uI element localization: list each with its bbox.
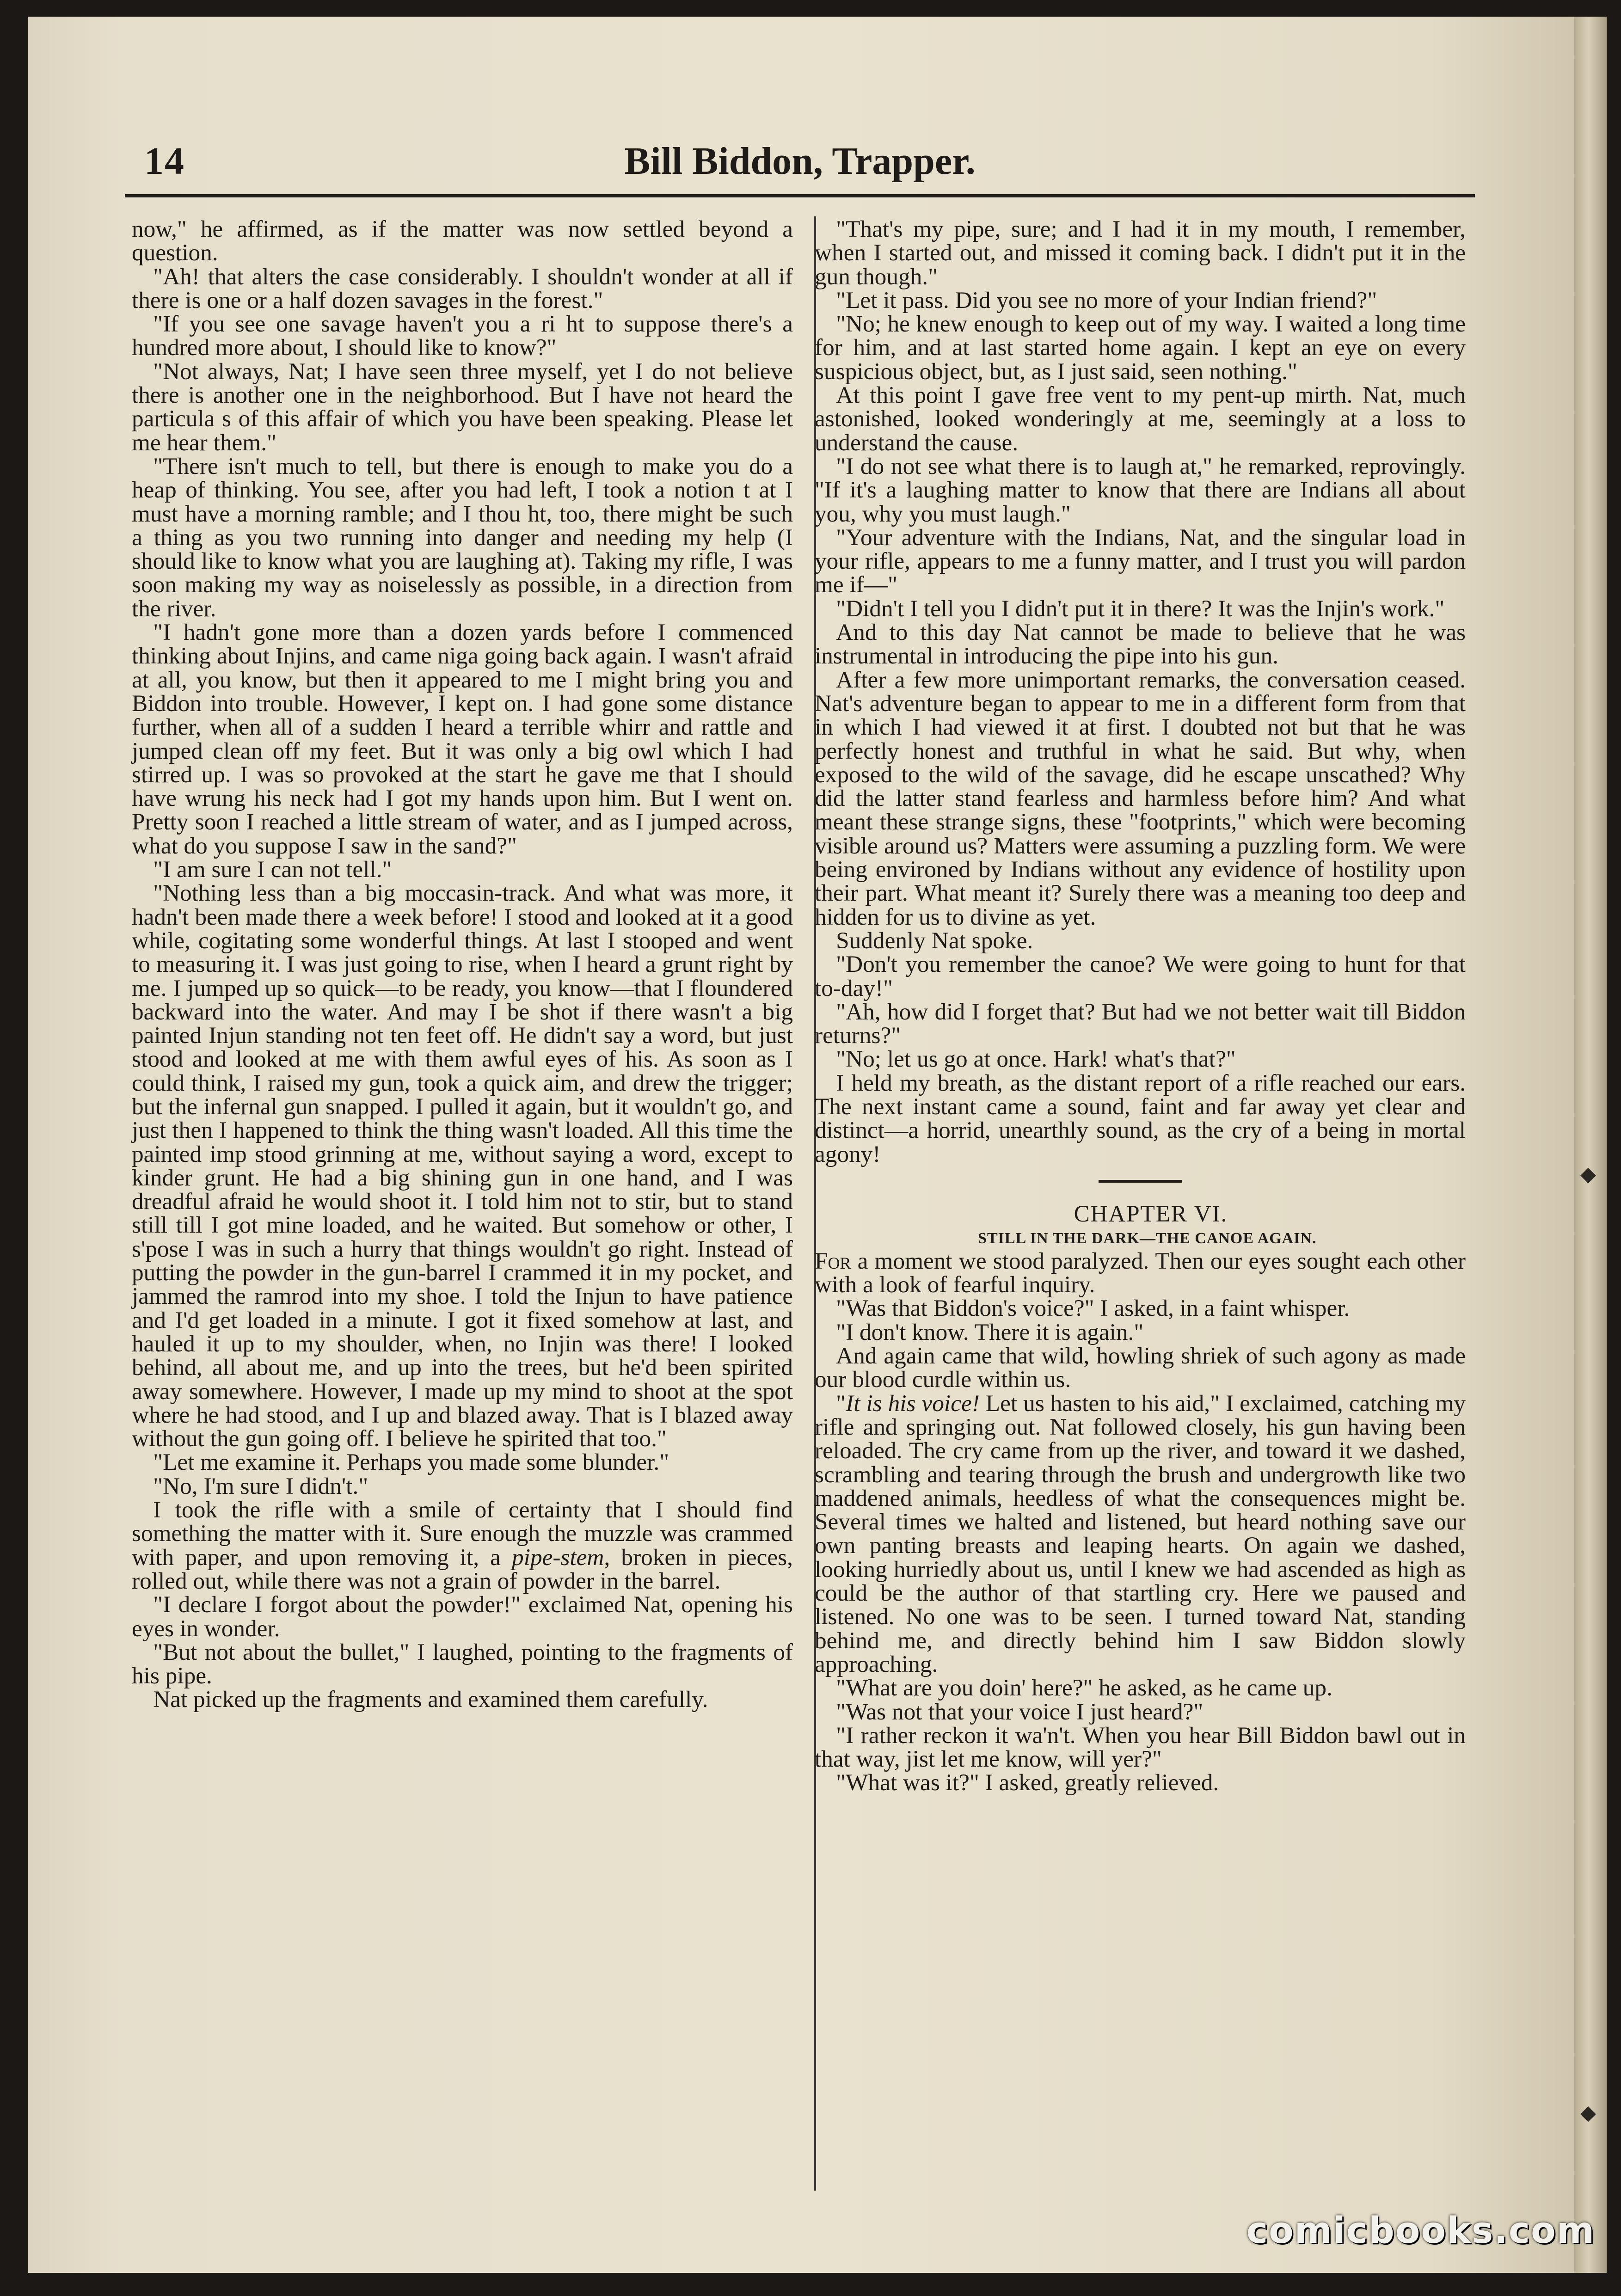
paragraph: And to this day Nat cannot be made to believe that he was instrumental in introducing the pipe into his gun. xyxy=(815,619,1466,669)
paragraph: "That's my pipe, sure; and I had it in my mouth, I remember, when I started out, and missed it coming back. I didn't put it in the gun though." xyxy=(815,216,1466,290)
lead-word: For xyxy=(815,1247,851,1274)
paragraph: "Ah, how did I forget that? But had we not better wait till Biddon returns?" xyxy=(815,998,1466,1049)
text-run: Let us hasten to his aid," I exclaimed, catching my rifle and springing out. Nat followed closely, his gun having been reloaded. The cry came from up the river, and toward it we dashed, scrambling and tearing through the brush and undergrowth like two maddened animals, heedless of what the consequences might be. Several times we halted and listened, but heard nothing save our own panting breasts and leaping hearts. On again we dashed, looking hurriedly about us, until I knew we had ascended as high as could be the author of that startling cry. Here we paused and listened. No one was to be seen. I turned toward Nat, standing behind me, and directly behind him I saw Biddon slowly approaching. xyxy=(815,1390,1466,1677)
section-rule xyxy=(1099,1180,1182,1183)
text-run: " xyxy=(836,1390,846,1417)
paragraph: "There isn't much to tell, but there is enough to make you do a heap of thinking. You see, after you had left, I took a notion t at I must have a morning ramble; and I thou ht, too, there might be such a thing as you two running into danger and needing my help (I should like to know what you are laughing at). Taking my rifle, I was soon making my way as noiselessly as possible, in a direction from the river. xyxy=(132,453,793,622)
paragraph: At this point I gave free vent to my pent-up mirth. Nat, much astonished, looked wonderingly at me, seemingly at a loss to understand the cause. xyxy=(815,382,1466,456)
paragraph xyxy=(132,1498,793,1593)
chapter-subtitle: STILL IN THE DARK—THE CANOE AGAIN. xyxy=(978,1229,1317,1247)
paragraph: "Not always, Nat; I have seen three myself, yet I do not believe there is another one in the neighborhood. But I have not heard the particula s of this affair of which you have been speaking. Please let me hear them." xyxy=(132,358,793,456)
paragraph: "What are you doin' here?" he asked, as he came up. xyxy=(836,1675,1332,1701)
paragraph: "I do not see what there is to laugh at," he remarked, reprovingly. "If it's a laughing matter to know that there are Indians all about you, why you must laugh." xyxy=(815,453,1466,527)
paragraph: I held my breath, as the distant report of a rifle reached our ears. The next instant came a sound, faint and far away yet clear and distinct—a horrid, unearthly sound, as the cry of a being in mortal agony! xyxy=(815,1069,1466,1167)
paragraph: "I don't know. There it is again." xyxy=(836,1319,1144,1345)
paragraph: "Nothing less than a big moccasin-track. And what was more, it hadn't been made there a week before! I stood and looked at it a good while, cogitating some wonderful things. At last I stooped and went to measuring it. I was just going to rise, when I heard a grunt right by me. I jumped up so quick—to be ready, you know—that I floundered backward into the water. And may I be shot if there wasn't a big painted Injun standing not ten feet off. He didn't say a word, but just stood and looked at me with them awful eyes of his. As soon as I could think, I raised my gun, took a quick aim, and drew the trigger; but the infernal gun snapped. I pulled it again, but it wouldn't go, and just then I happened to think the thing wasn't loaded. All this time the painted imp stood grinning at me, without saying a word, except to kinder grunt. He had a big shining gun in one hand, and I was dreadful afraid he would shoot it. I told him not to stir, but to stand still till I got mine loaded, and he waited. But somehow or other, I s'pose I was in such a hurry that things wouldn't go right. Instead of putting the powder in the gun-barrel I crammed it in my pocket, and jammed the ramrod into my shoe. I told the Injun to have patience and I'd get loaded in a minute. I got it fixed somehow at last, and hauled it up to my shoulder, when, no Injin was there! I looked behind, all about me, and up into the trees, but he'd been spirited away somewhere. However, I made up my mind to shoot at the spot where he had stood, and I up and blazed away. That is I blazed away without the gun going off. I believe he spirited that too." xyxy=(132,880,793,1452)
right-column xyxy=(815,217,1466,2187)
binding-staple-mark: ◆ xyxy=(1580,2101,1596,2124)
binding-staple-mark: ◆ xyxy=(1580,1163,1596,1185)
paragraph xyxy=(815,1249,1466,1297)
paragraph: "No, I'm sure I didn't." xyxy=(153,1473,368,1499)
paragraph: "What was it?" I asked, greatly relieved. xyxy=(836,1769,1219,1796)
paragraph: Suddenly Nat spoke. xyxy=(836,927,1033,954)
watermark-text: comicbooks.com xyxy=(1246,2210,1595,2252)
paragraph: "Was that Biddon's voice?" I asked, in a faint whisper. xyxy=(836,1295,1350,1322)
paragraph: "Let it pass. Did you see no more of your Indian friend?" xyxy=(836,287,1377,313)
paragraph xyxy=(815,1392,1466,1676)
text-run: I took the rifle with a smile of certainty that I should find something the matter with it. Sure enough the muzzle was crammed with paper, and upon removing it, a xyxy=(132,1497,793,1571)
italic-text: It is his voice! xyxy=(846,1390,980,1417)
paragraph: "Don't you remember the canoe? We were going to hunt for that to-day!" xyxy=(815,951,1466,1001)
italic-text: pipe-stem xyxy=(512,1544,604,1571)
paragraph: "Ah! that alters the case considerably. I shouldn't wonder at all if there is one or a half dozen savages in the forest." xyxy=(132,263,793,313)
paragraph: "I rather reckon it wa'n't. When you hear Bill Biddon bawl out in that way, jist let me know, will yer?" xyxy=(815,1722,1466,1773)
paragraph: "I declare I forgot about the powder!" exclaimed Nat, opening his eyes in wonder. xyxy=(132,1591,793,1642)
paragraph: "If you see one savage haven't you a ri ht to suppose there's a hundred more about, I should like to know?" xyxy=(132,311,793,361)
binding-gutter xyxy=(1574,17,1607,2273)
header-rule xyxy=(125,194,1475,197)
paragraph: "But not about the bullet," I laughed, pointing to the fragments of his pipe. xyxy=(132,1639,793,1689)
paragraph: "Didn't I tell you I didn't put it in there? It was the Injin's work." xyxy=(836,595,1445,622)
paragraph: After a few more unimportant remarks, the conversation ceased. Nat's adventure began to appear to me in a different form from that in which I had viewed it at first. I doubted not but that he was perfectly honest and truthful in what he said. But why, when exposed to the wild of the savage, did he escape unscathed? Why did the latter stand fearless and harmless before him? And what meant these strange signs, these "footprints," which were becoming visible around us? Matters were assuming a puzzling form. We were being environed by Indians without any evidence of hostility upon their part. What meant it? Surely there was a meaning too deep and hidden for us to divine as yet. xyxy=(815,666,1466,930)
paragraph: Nat picked up the fragments and examined them carefully. xyxy=(153,1686,708,1713)
paragraph: "Was not that your voice I just heard?" xyxy=(836,1698,1203,1725)
page-header xyxy=(134,139,1466,190)
text-run: , broken in pieces, rolled out, while there was not a grain of powder in the barrel. xyxy=(132,1544,793,1594)
paragraph: "Let me examine it. Perhaps you made some blunder." xyxy=(153,1449,669,1476)
paragraph: now," he affirmed, as if the matter was now settled beyond a question. xyxy=(132,216,793,266)
paragraph: And again came that wild, howling shriek of such agony as made our blood curdle within us. xyxy=(815,1343,1466,1393)
paragraph: "I am sure I can not tell." xyxy=(153,856,392,883)
page-number: 14 xyxy=(144,140,185,183)
running-title: Bill Biddon, Trapper. xyxy=(624,140,976,183)
paragraph: "Your adventure with the Indians, Nat, and the singular load in your rifle, appears to me a funny matter, and I trust you will pardon me if—" xyxy=(815,524,1466,598)
paragraph: "I hadn't gone more than a dozen yards before I commenced thinking about Injins, and came niga going back again. I wasn't afraid at all, you know, but then it appeared to me I might bring you and Biddon into trouble. However, I kept on. I had gone some distance further, when all of a sudden I heard a terrible whirr and rattle and jumped clean off my feet. But it was only a big owl which I had stirred up. I was so provoked at the start he gave me that I should have wrung his neck had I got my hands upon him. But I went on. Pretty soon I reached a little stream of water, and as I jumped across, what do you suppose I saw in the sand?" xyxy=(132,619,793,859)
chapter-title: CHAPTER VI. xyxy=(1074,1201,1228,1227)
paragraph: "No; he knew enough to keep out of my way. I waited a long time for him, and at last started home again. I kept an eye on every suspicious object, but, as I just said, seen nothing." xyxy=(815,311,1466,385)
text-run: a moment we stood paralyzed. Then our eyes sought each other with a look of fearful inquiry. xyxy=(815,1247,1466,1298)
paragraph: "No; let us go at once. Hark! what's that?" xyxy=(836,1046,1236,1073)
left-column xyxy=(132,217,793,2187)
